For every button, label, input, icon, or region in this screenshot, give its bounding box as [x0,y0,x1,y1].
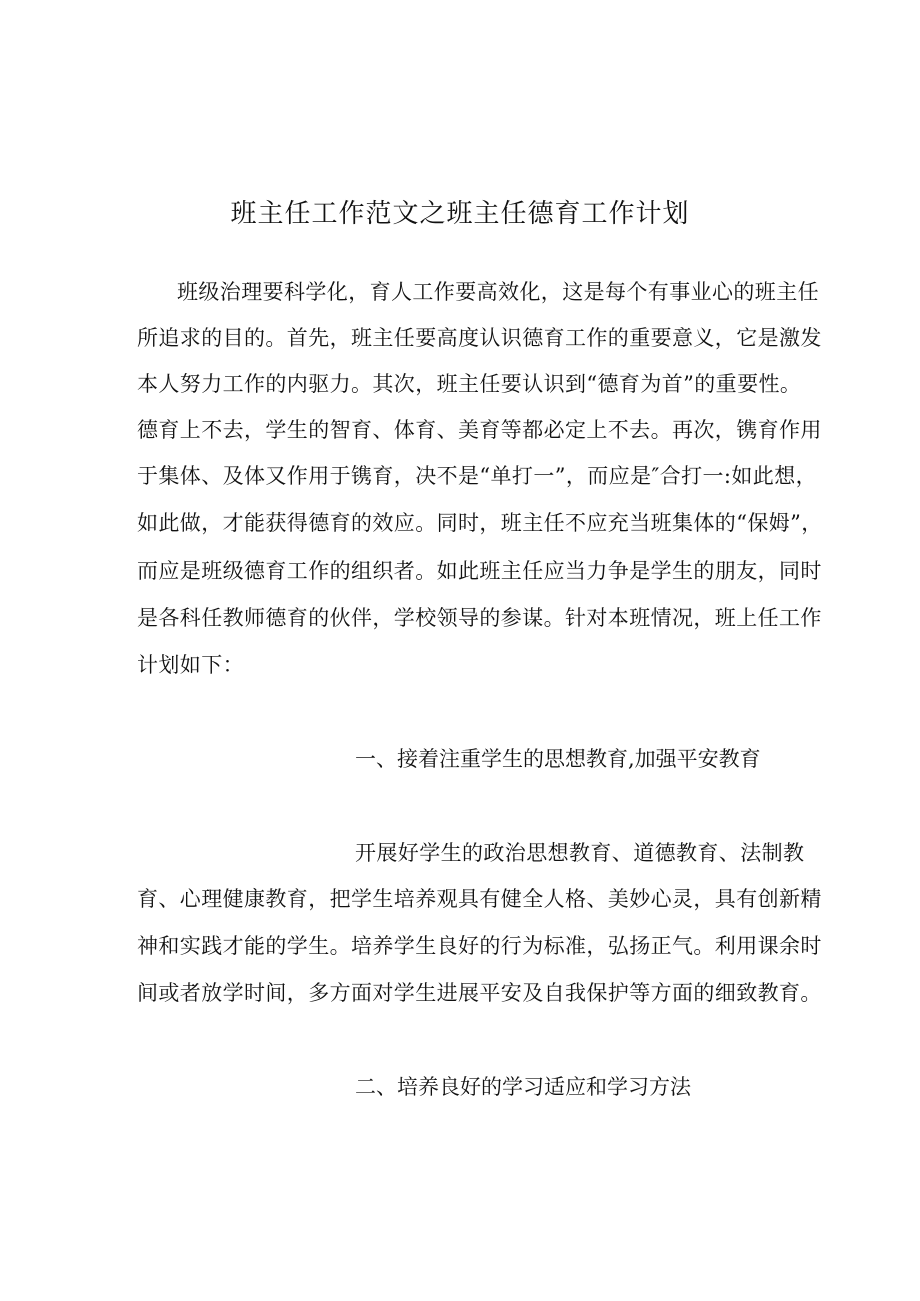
paragraph-line: 间或者放学时间，多方面对学生进展平安及自我保护等方面的细致教育。 [137,981,822,1005]
paragraph-line: 本人努力工作的内驱力。其次，班主任要认识到“德育为首”的重要性。 [137,372,802,396]
paragraph-line: 计划如下： [137,653,244,677]
paragraph-line: 开展好学生的政治思想教育、道德教育、法制教 [355,841,805,865]
paragraph-line: 如此做，才能获得德育的效应。同时，班主任不应充当班集体的“保姆”， [137,511,823,535]
paragraph-line: 所追求的目的。首先，班主任要高度认识德育工作的重要意义，它是激发 [137,326,822,350]
paragraph-line: 而应是班级德育工作的组织者。如此班主任应当力争是学生的朋友，同时 [137,559,822,583]
section-heading: 二、培养良好的学习适应和学习方法 [355,1075,691,1099]
section-heading: 一、接着注重学生的思想教育,加强平安教育 [355,747,761,771]
paragraph-line: 神和实践才能的学生。培养学生良好的行为标准，弘扬正气。利用课余时 [137,934,822,958]
paragraph-line: 于集体、及体又作用于镌育，决不是“单打一”，而应是″合打一:如此想， [137,464,817,488]
document-title: 班主任工作范文之班主任德育工作计划 [230,199,690,229]
paragraph-line: 是各科任教师德育的伙伴，学校领导的参谋。针对本班情况，班上任工作 [137,606,822,630]
paragraph-line: 育、心理健康教育，把学生培养观具有健全人格、美妙心灵，具有创新精 [137,887,822,911]
paragraph-line: 班级治理要科学化，育人工作要高效化，这是每个有事业心的班主任 [177,280,819,304]
paragraph-line: 德育上不去，学生的智育、体育、美育等都必定上不去。再次，镌育作用 [137,418,822,442]
